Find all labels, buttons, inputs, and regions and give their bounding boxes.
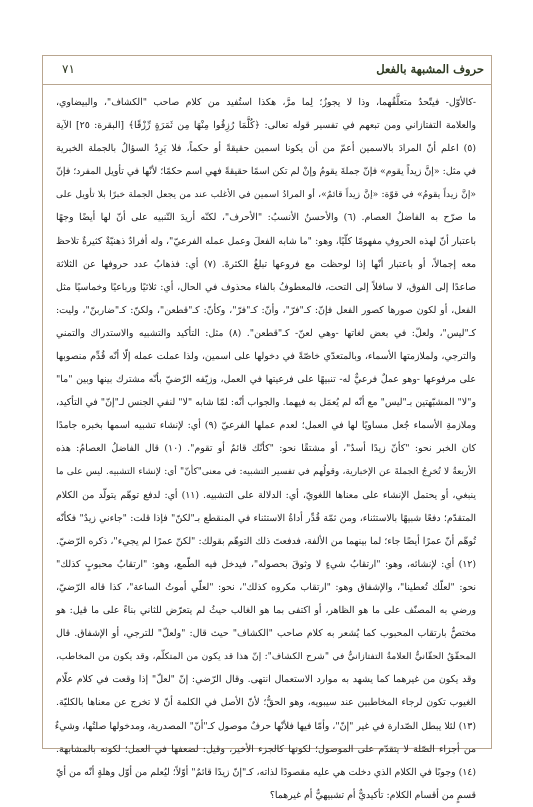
- text-line: مختصٌّ بارتقاب المحبوب كما يُشعر به كلام صاحب "الكشاف" حيث قال: "ولعلّ" للترجي، أو الإشفاق. قال: [56, 628, 476, 640]
- text-line: على مرفوعها -وهو عملٌ فرعيٌّ له- تنبيهًا على فرعيتها في العمل، وزيّفه الرّضيّ بأنّه مشترك بينها وبين "ما": [56, 374, 476, 386]
- text-line: في مثل: «إنَّ زيداً يقوم» فإنّ جملةَ يقومُ وإنْ لم تكن اسمًا حقيقةً فهي اسم حكمًا؛ لأنّها في تأويل المفرد؛ فإنّ: [56, 166, 476, 178]
- text-line: -كالأوّل- فيتّحدُ متعلَّقُهما، وذا لا يجوزُ؛ لِما مرَّ، هكذا استُفيد من كلام صاحب "الكشاف"، والبيضاوي،: [56, 97, 476, 108]
- text-line: المتقدّم؛ دفعًا شبيهًا بالاستثناء، ومن ثمّة قُدِّر أداةُ الاستثناء في المنقطع بـ"لكنّ" فإذا قلت: "جاءني زيدٌ" فكأنّه: [56, 512, 476, 524]
- text-line: الأربعةُ لا تُخرِجُ الجملةَ عن الإخبارية، وقولُهم في تفسير التشبيه: في معنى"كأنّ" أي: لإنشاء التشبيه. ليس على ما: [56, 466, 476, 477]
- page-number: ٧١: [62, 62, 75, 76]
- text-line: والعلامة التفتازاني ومن تبعهم في تفسير قوله تعالى: ﴿كُلَّمَا رُزِقُوا مِنْهَا مِن ثَمَرَةٍ رِّزْقًا﴾ [البقرة: ٢٥] الآية: [56, 120, 476, 132]
- text-line: المحقّقُ الحقّانيُّ العلامةُ التفتازانيُّ في "شرح الكشاف": إنّ هذا قد يكون من المتكلّم، وقد يكون من المخاطب،: [56, 651, 476, 663]
- text-line: (٥) اعلم أنّ المرادَ بالاسمين أعمّ من أن يكونا اسمين حقيقةً أو حكماً، فلا يَرِدُ السؤالُ بالجملة الخبرية: [56, 143, 476, 155]
- text-line: «إنَّ زيداً يقومُ» في قوّة: «إنَّ زيداً قائمٌ»، أو المرادُ اسمين في الأغلب عند من يجعل الجملة خبرًا بلا تأويل على: [56, 189, 476, 201]
- running-title: حروف المشبهة بالفعل: [376, 62, 484, 76]
- text-line: وملازمةِ الأسماء جُعل مساويًا لها في العمل؛ لعدم عملها الفرعيّ (٩) أي: لإنشاء تشبيه اسمها بخبره جامدًا: [56, 420, 476, 432]
- text-line: (١٤) وجوبًا في الكلام الذي دخلت هي عليه مقصودًا لذاته، كـ"إنّ زيدًا قائمٌ" أوّلاً؛ ليُعلم من أوّل وهلةٍ أنّه من أيّ: [56, 766, 476, 778]
- text-line: الغيوب تكون لرجاء المخاطبين عند سيبويه، وهو الحقُّ؛ لأنّ الأصل في الكلمة أنّ لا تخرج عن معناها بالكليّة.: [56, 697, 476, 709]
- footnotes-body: [54, 91, 476, 801]
- page-header: [42, 60, 492, 82]
- text-line: تُوهّم أنّ عمرًا أيضًا جاء؛ لما بينهما من الألفة، فدفعتَ ذلك التوهّم بقولك: "لكنّ عمرًا لم يجيء"، ذكره الرّضيّ.: [56, 535, 476, 547]
- text-line: ما صرّح به الفاضلُ العصام. (٦) والأحسنُ الأنسبُ: "الأحرف"، لكنّه أريدَ التّنبيه على أنّ لها أيضًا وجهًا: [56, 212, 476, 224]
- text-line: باعتبار أنّ لهذه الحروفِ مفهومًا كلّيًا، وهو: "ما شابه الفعلَ وعمل عمله الفرعيّ"، وله أفرادٌ ذهنيّةٌ كثيرةٌ تلاحظ: [56, 235, 476, 247]
- text-line: نحو: "لعلّك تُعطينا"، والإشفاق وهو: "ارتقاب مكروه كذلك"، نحو: "لعلّي أموتُ الساعة"، كذا قاله الرّضيّ،: [56, 581, 476, 593]
- text-line: من أجزاء الصّلة لا يتقدّم على الموصول؛ لكونها كالجزء الأخير، وقيل: لضعفها في العمل؛ لكونه بالمشابهة.: [56, 743, 476, 755]
- header-divider: [42, 84, 492, 85]
- text-line: والترجي، ولملازمتها الأسماء، وبالمتعدّي خاصّةً في دخولها على اسمين، ولذا عملت عمله إلّا أنّه قُدِّم منصوبها: [56, 351, 476, 363]
- text-line: وقد يكون من غيرهما كما يشهد به موارد الاستعمال انتهى. وقال الرّضي: إنّ "لعلّ" إذا وقعت في كلام علّام: [56, 674, 476, 686]
- text-line: الفعل، أو لكون صورها كصور الفعل فإنّ: كـ"فرّ"، وأنّ: كـ"فرّ"، وكأنّ: كـ"قطعن"، ولكنّ: كـ"ضاربنّ"، وليت:: [56, 304, 476, 316]
- text-line: و"لا" المشبّهتين بـ"ليس" مع أنّه لم يُعمَل به فيهما. والجواب أنّه: لمّا شابه "لا" لنفي الجنس لـ"إنّ" في التأكيد،: [56, 397, 476, 409]
- text-line: صاعدًا إلى الفوق، لا سافلاً إلى التحت، فالمعطوفُ بالفاء محذوف في الحال، أي: ثلاثيًا ورباعيًا وخماسيًا مثل: [56, 281, 476, 293]
- text-line: كـ"ليس"، ولعلّ: في بعض لغاتها -وهي لعنّ- كـ"قطعن". (٨) مثل: التأكيد والتشبيه والاستدراك والتمني: [56, 327, 476, 339]
- text-line: ورضي به المصنّف على ما هو الظاهر، أو اكتفى بما هو الغالب حيثُ لم يتعرّض للثاني بناءً على ما قيل: هو: [56, 605, 476, 617]
- text-line: (١٢) أي: لإنشائه، وهو: "ارتقابُ شيءٍ لا وثوقَ بحصوله"، فيدخل فيه الطّمع، وهو: "ارتقابُ محبوبٍ كذلك": [56, 558, 476, 570]
- text-line: ينبغي، أو يحتمل الإنشاء على معناها اللغويّ، أي: الدلالة على التشبيه. (١١) أي: لدفع توهّم يتولّد من الكلام: [56, 489, 476, 501]
- text-line: معه إجمالاً، أو باعتبار أنّها إذا لوحظت مع فروعها تبلغُ الكثرةَ. (٧) أي: فذهابُ عدد حروفها عن الثلاثة: [56, 258, 476, 270]
- text-line: قسمٍ من أقسام الكلام: تأكيديٌّ أم تشبيهيٌّ أم غيرهما؟: [269, 789, 476, 801]
- text-line: (١٣) لئلا يبطل الصّدارة في غير "إنّ"، وأمّا فيها فلأنّها حرفٌ موصول كـ"أنّ" المصدرية، ومدخولها صلتُها، وشيءٌ: [54, 720, 476, 732]
- text-line: كان الخبر نحو: "كأنّ زيدًا أسدٌ"، أو مشتقًا نحو: "كأنّك قائمٌ أو تقوم". (١٠) قال الفاضلُ العصامُ: هذه: [56, 443, 476, 455]
